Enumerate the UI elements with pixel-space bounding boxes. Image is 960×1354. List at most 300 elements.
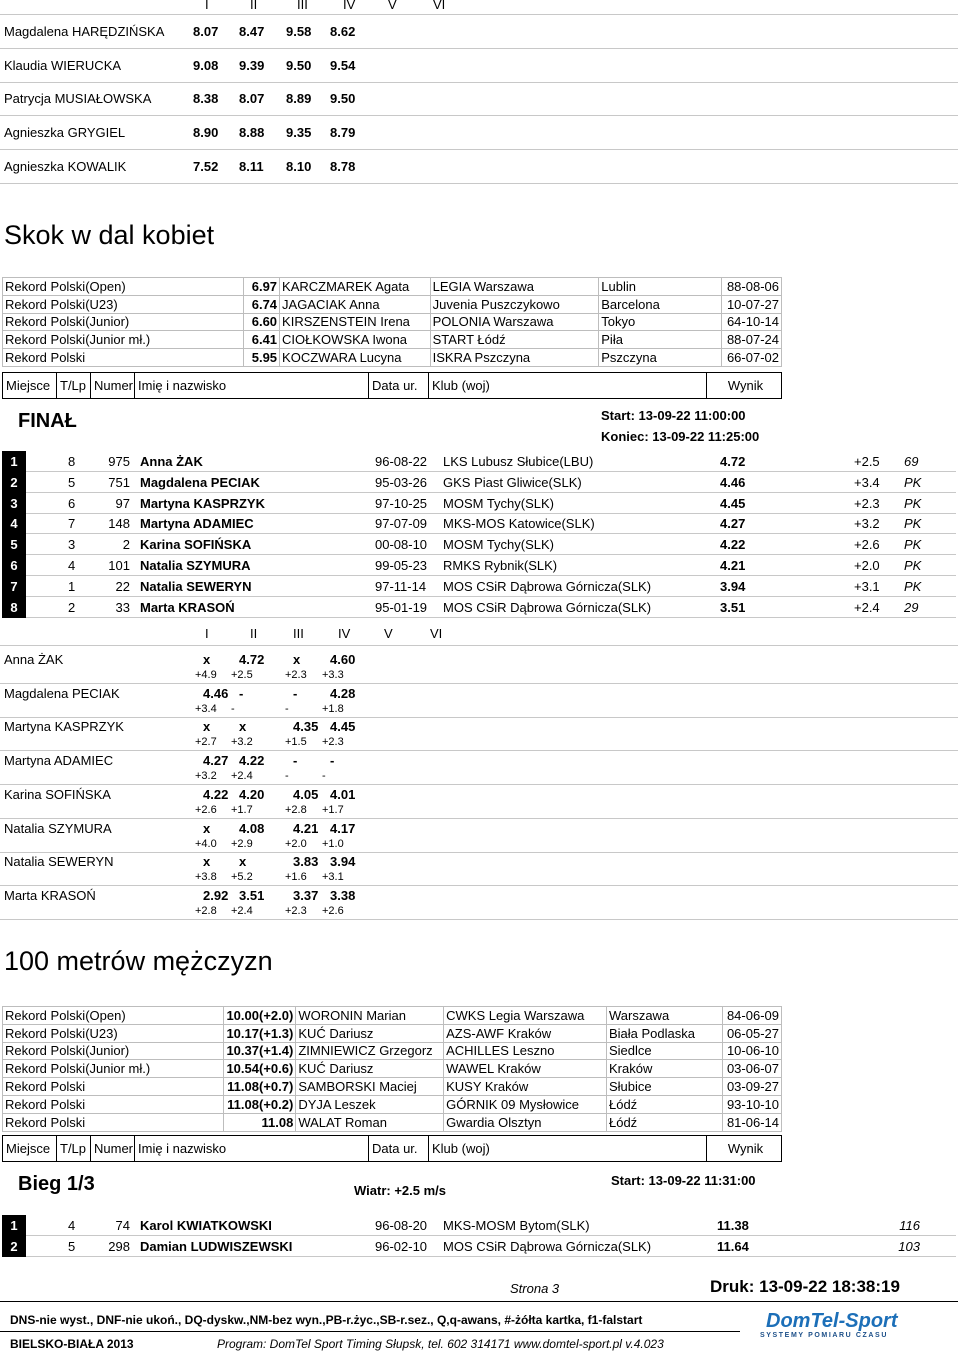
result-tlp: 5: [68, 474, 76, 490]
round-header: I: [205, 0, 209, 12]
record-date: 03-06-07: [722, 1060, 781, 1078]
location: BIELSKO-BIAŁA 2013: [10, 1337, 134, 1351]
attempt-value: 9.58: [286, 24, 312, 39]
row-divider: [0, 750, 958, 751]
row-divider: [0, 14, 958, 15]
attempt-wind: +2.7: [195, 736, 217, 749]
row-divider: [26, 617, 956, 618]
record-result: 6.74: [243, 295, 279, 313]
result-row: [2, 1236, 952, 1257]
attempt-value: 8.47: [239, 24, 265, 39]
result-club: MOS CSiR Dąbrowa Górnicza(SLK): [443, 1239, 652, 1254]
record-holder: KIRSZENSTEIN Irena: [280, 313, 431, 331]
result-tlp: 4: [68, 558, 76, 573]
result-tlp: 1: [68, 578, 76, 594]
result-name: Martyna ADAMIEC: [140, 516, 254, 532]
round-header: V: [384, 626, 393, 641]
col-imie: Imię i nazwisko: [135, 373, 369, 398]
result-mark: 3.51: [720, 599, 746, 615]
attempt-wind: +2.9: [231, 837, 253, 850]
record-row: [3, 1060, 782, 1078]
record-label: Rekord Polski(Open): [3, 278, 244, 296]
attempt-wind: +2.0: [285, 837, 307, 850]
col-klub: Klub (woj): [429, 1136, 707, 1161]
start-time: Start: 13-09-22 11:31:00: [611, 1173, 756, 1188]
record-club: ISKRA Pszczyna: [430, 349, 599, 367]
attempt-value: x: [239, 854, 247, 870]
record-result: 11.08(+0.7): [224, 1078, 296, 1096]
record-label: Rekord Polski: [3, 1113, 224, 1131]
attempt-wind: +1.0: [322, 837, 344, 850]
logo-subtext: SYSTEMY POMIARU CZASU: [760, 1332, 888, 1339]
athlete-name: Karina SOFIŃSKA: [4, 786, 111, 802]
record-club: START Łódź: [430, 331, 599, 349]
attempt-wind: +1.7: [322, 803, 344, 816]
result-place: 2: [2, 1236, 26, 1257]
row-divider: [0, 683, 958, 684]
result-mark: 4.45: [720, 495, 746, 511]
round-header: II: [250, 0, 258, 12]
attempt-value: -: [239, 685, 244, 701]
result-mark: 4.46: [720, 474, 746, 490]
result-tlp: 7: [68, 516, 76, 532]
record-club: AZS-AWF Kraków: [444, 1024, 607, 1042]
result-tlp: 5: [68, 1239, 76, 1254]
attempt-value: x: [293, 652, 301, 667]
col-data: Data ur.: [369, 1136, 429, 1161]
athlete-name: Marta KRASOŃ: [4, 887, 96, 903]
attempt-value: 8.88: [239, 125, 265, 141]
result-club: MOSM Tychy(SLK): [443, 537, 555, 553]
record-result: 10.17(+1.3): [224, 1024, 296, 1042]
attempt-value: 7.52: [193, 158, 219, 174]
attempt-value: 3.38: [330, 887, 356, 903]
result-name: Natalia SEWERYN: [140, 578, 252, 594]
record-result: 11.08: [224, 1113, 296, 1131]
attempt-value: 4.72: [239, 652, 265, 667]
record-holder: WALAT Roman: [296, 1113, 444, 1131]
result-row: [2, 472, 952, 493]
result-dob: 97-10-25: [375, 495, 428, 511]
result-dob: 96-08-22: [375, 454, 428, 469]
row-divider: [0, 852, 958, 853]
result-tlp: 3: [68, 537, 76, 553]
attempt-wind: -: [231, 702, 235, 715]
row-divider: [0, 818, 958, 819]
result-row: [2, 451, 952, 472]
attempt-value: 8.79: [330, 125, 356, 141]
attempt-value: 9.08: [193, 57, 219, 73]
record-result: 6.97: [243, 278, 279, 296]
record-place: Łódź: [606, 1113, 722, 1131]
record-row: [3, 1095, 782, 1113]
stage-label: FINAŁ: [18, 410, 77, 432]
attempt-value: 4.05: [293, 786, 319, 802]
record-label: Rekord Polski(Junior): [3, 1042, 224, 1060]
result-row: [2, 513, 952, 534]
result-name: Martyna KASPRZYK: [140, 495, 265, 511]
record-result: 10.37(+1.4): [224, 1042, 296, 1060]
attempt-wind: -: [285, 702, 289, 715]
record-label: Rekord Polski(Open): [3, 1007, 224, 1025]
row-divider: [26, 1256, 956, 1257]
row-divider: [0, 919, 958, 920]
results-header: [2, 372, 782, 399]
result-dob: 99-05-23: [375, 558, 428, 573]
result-wind: +2.5: [854, 454, 880, 469]
col-imie: Imię i nazwisko: [135, 1136, 369, 1161]
long-jump-records: [2, 277, 782, 367]
footer-divider: [0, 1301, 958, 1302]
result-number: 298: [108, 1239, 130, 1254]
attempt-value: 9.39: [239, 57, 265, 73]
result-wind: +3.2: [854, 516, 880, 532]
record-club: ACHILLES Leszno: [444, 1042, 607, 1060]
round-header: IV: [338, 626, 351, 641]
record-date: 10-07-27: [721, 295, 781, 313]
record-date: 66-07-02: [721, 349, 781, 367]
col-tlp: T/Lp: [57, 373, 91, 398]
round-header: VI: [433, 0, 446, 12]
result-row: [2, 597, 952, 618]
record-club: CWKS Legia Warszawa: [444, 1007, 607, 1025]
result-place: 1: [2, 1215, 26, 1236]
result-wind: +3.1: [854, 578, 880, 594]
result-place: 7: [2, 576, 26, 597]
record-date: 84-06-09: [722, 1007, 781, 1025]
result-name: Karol KWIATKOWSKI: [140, 1218, 272, 1233]
record-row: [3, 278, 782, 296]
result-wind: +2.3: [854, 495, 880, 511]
program-info: Program: DomTel Sport Timing Słupsk, tel. 602 314171 www.domtel-sport.pl v.4.023: [217, 1337, 664, 1351]
record-date: 06-05-27: [722, 1024, 781, 1042]
attempt-wind: +2.5: [231, 669, 253, 681]
athlete-name: Natalia SEWERYN: [4, 854, 114, 870]
record-place: Słubice: [606, 1078, 722, 1096]
attempt-value: 9.54: [330, 57, 356, 73]
result-mark: 4.72: [720, 454, 746, 469]
athlete-name: Anna ŻAK: [4, 652, 64, 667]
attempt-value: 4.08: [239, 820, 265, 836]
record-row: [3, 1042, 782, 1060]
result-note: 116: [899, 1218, 920, 1233]
result-wind: +3.4: [854, 474, 880, 490]
attempt-value: -: [293, 753, 298, 769]
attempt-value: -: [330, 753, 335, 769]
attempt-value: 9.50: [286, 57, 312, 73]
result-number: 33: [115, 599, 130, 615]
row-divider: [0, 885, 958, 886]
record-label: Rekord Polski(Junior mł.): [3, 1060, 224, 1078]
attempt-wind: +4.0: [195, 837, 217, 850]
record-holder: KARCZMAREK Agata: [280, 278, 431, 296]
record-holder: ZIMNIEWICZ Grzegorz: [296, 1042, 444, 1060]
attempt-value: 3.37: [293, 887, 319, 903]
record-row: [3, 1024, 782, 1042]
record-date: 88-08-06: [721, 278, 781, 296]
record-place: Pszczyna: [599, 349, 721, 367]
record-row: [3, 1113, 782, 1131]
attempt-value: 4.27: [203, 753, 229, 769]
record-place: Barcelona: [599, 295, 721, 313]
result-note: PK: [904, 537, 922, 553]
result-dob: 97-07-09: [375, 516, 428, 532]
record-place: Kraków: [606, 1060, 722, 1078]
result-name: Natalia SZYMURA: [140, 558, 251, 573]
attempt-value: x: [203, 854, 211, 870]
row-divider: [0, 48, 958, 49]
result-dob: 97-11-14: [375, 578, 427, 594]
round-header: V: [388, 0, 397, 12]
result-club: MOS CSiR Dąbrowa Górnicza(SLK): [443, 599, 652, 615]
round-header: IV: [343, 0, 356, 12]
record-place: Tokyo: [599, 313, 721, 331]
col-data: Data ur.: [369, 373, 429, 398]
attempt-wind: +2.3: [322, 736, 344, 749]
col-klub: Klub (woj): [429, 373, 707, 398]
section-title: Skok w dal kobiet: [4, 220, 215, 250]
record-place: Warszawa: [606, 1007, 722, 1025]
attempt-value: 8.38: [193, 91, 219, 107]
result-mark: 11.64: [717, 1239, 749, 1254]
start-time: Start: 13-09-22 11:00:00: [601, 408, 746, 423]
attempt-value: 8.90: [193, 125, 219, 141]
row-divider: [0, 183, 958, 184]
record-label: Rekord Polski(U23): [3, 295, 244, 313]
athlete-name: Magdalena HARĘDZIŃSKA: [4, 24, 165, 39]
attempt-wind: +4.9: [195, 669, 217, 681]
round-header: III: [293, 626, 304, 641]
attempt-value: 4.20: [239, 786, 265, 802]
result-number: 101: [108, 558, 130, 573]
record-place: Siedlce: [606, 1042, 722, 1060]
athlete-name: Natalia SZYMURA: [4, 820, 112, 836]
record-holder: KUĆ Dariusz: [296, 1024, 444, 1042]
result-wind: +2.0: [854, 558, 880, 573]
result-row: [2, 1215, 952, 1236]
result-name: Marta KRASOŃ: [140, 599, 235, 615]
attempt-wind: +2.6: [322, 904, 344, 917]
record-label: Rekord Polski(U23): [3, 1024, 224, 1042]
attempt-wind: -: [322, 770, 326, 783]
attempt-wind: +2.3: [285, 669, 307, 681]
result-name: Damian LUDWISZEWSKI: [140, 1239, 293, 1254]
result-club: MKS-MOSM Bytom(SLK): [443, 1218, 590, 1233]
record-date: 10-06-10: [722, 1042, 781, 1060]
attempt-value: 8.62: [330, 24, 356, 39]
col-numer: Numer: [91, 373, 135, 398]
athlete-name: Patrycja MUSIAŁOWSKA: [4, 91, 152, 107]
result-wind: +2.4: [854, 599, 880, 615]
attempt-value: 4.28: [330, 685, 356, 701]
row-divider: [0, 115, 958, 116]
attempt-wind: +2.8: [285, 803, 307, 816]
record-label: Rekord Polski: [3, 1078, 224, 1096]
record-label: Rekord Polski(Junior mł.): [3, 331, 244, 349]
record-row: [3, 295, 782, 313]
attempt-value: 4.60: [330, 652, 356, 667]
record-result: 6.41: [243, 331, 279, 349]
record-holder: DYJA Leszek: [296, 1095, 444, 1113]
result-mark: 4.22: [720, 537, 746, 553]
result-place: 6: [2, 555, 26, 576]
attempt-value: 4.46: [203, 685, 229, 701]
attempt-wind: +2.3: [285, 904, 307, 917]
athlete-name: Klaudia WIERUCKA: [4, 57, 122, 73]
domtel-logo: [758, 1310, 908, 1342]
row-divider: [0, 784, 958, 785]
result-dob: 95-01-19: [375, 599, 428, 615]
record-holder: JAGACIAK Anna: [280, 295, 431, 313]
attempt-value: 4.21: [293, 820, 319, 836]
footer-divider: [0, 1331, 740, 1332]
record-label: Rekord Polski(Junior): [3, 313, 244, 331]
attempt-wind: +3.3: [322, 669, 344, 681]
row-divider: [0, 149, 958, 150]
record-place: Łódź: [606, 1095, 722, 1113]
attempt-wind: +1.7: [231, 803, 253, 816]
result-note: 103: [898, 1239, 920, 1254]
result-wind: +2.6: [854, 537, 880, 553]
attempt-wind: +3.8: [195, 871, 217, 884]
attempt-value: 2.92: [203, 887, 229, 903]
result-note: PK: [904, 558, 922, 573]
page-number: Strona 3: [510, 1281, 560, 1296]
record-row: [3, 313, 782, 331]
result-dob: 00-08-10: [375, 537, 428, 553]
record-holder: CIOŁKOWSKA Iwona: [280, 331, 431, 349]
result-number: 751: [108, 474, 130, 490]
result-row: [2, 555, 952, 576]
result-name: Anna ŻAK: [140, 454, 203, 469]
result-row: [2, 576, 952, 597]
attempt-wind: +3.4: [195, 702, 217, 715]
result-place: 4: [2, 513, 26, 534]
attempt-value: x: [203, 820, 211, 836]
athlete-name: Magdalena PECIAK: [4, 685, 120, 701]
record-club: WAWEL Kraków: [444, 1060, 607, 1078]
attempt-value: 3.83: [293, 854, 319, 870]
result-club: GKS Piast Gliwice(SLK): [443, 474, 582, 490]
record-club: KUSY Kraków: [444, 1078, 607, 1096]
result-club: MOS CSiR Dąbrowa Górnicza(SLK): [443, 578, 652, 594]
result-place: 8: [2, 597, 26, 618]
attempt-wind: +1.6: [285, 871, 307, 884]
col-miejsce: Miejsce: [3, 1136, 57, 1161]
record-row: [3, 1007, 782, 1025]
end-time: Koniec: 13-09-22 11:25:00: [601, 429, 760, 444]
attempt-wind: +3.1: [322, 871, 344, 884]
result-row: [2, 534, 952, 555]
attempt-value: -: [293, 685, 298, 701]
attempt-value: 4.22: [203, 786, 229, 802]
attempt-value: 8.11: [239, 158, 264, 174]
attempt-wind: +1.8: [322, 702, 344, 715]
result-number: 97: [115, 495, 130, 511]
attempt-value: 3.94: [330, 854, 356, 870]
result-place: 3: [2, 493, 26, 514]
attempt-value: 8.10: [286, 158, 312, 174]
record-date: 64-10-14: [721, 313, 781, 331]
record-holder: KOCZWARA Lucyna: [280, 349, 431, 367]
attempt-value: x: [239, 719, 247, 735]
result-number: 74: [115, 1218, 130, 1233]
record-date: 03-09-27: [722, 1078, 781, 1096]
record-result: 10.54(+0.6): [224, 1060, 296, 1078]
result-club: RMKS Rybnik(SLK): [443, 558, 558, 573]
attempt-value: 8.07: [239, 91, 265, 107]
round-header: II: [250, 626, 258, 641]
col-numer: Numer: [91, 1136, 135, 1161]
result-club: MOSM Tychy(SLK): [443, 495, 555, 511]
record-row: [3, 1078, 782, 1096]
result-number: 22: [115, 578, 130, 594]
record-place: Lublin: [599, 278, 721, 296]
attempt-value: 4.45: [330, 719, 356, 735]
athlete-name: Agnieszka KOWALIK: [4, 158, 127, 174]
record-result: 11.08(+0.2): [224, 1095, 296, 1113]
attempt-value: 8.07: [193, 24, 219, 39]
round-header: VI: [430, 626, 443, 641]
result-note: PK: [904, 578, 922, 594]
row-divider: [0, 645, 958, 646]
attempt-wind: +3.2: [231, 736, 253, 749]
col-wynik: Wynik: [727, 1141, 764, 1156]
men-100-records: [2, 1006, 782, 1132]
result-mark: 3.94: [720, 578, 746, 594]
section-title: 100 metrów mężczyzn: [4, 946, 273, 976]
result-number: 975: [108, 454, 130, 469]
col-miejsce: Miejsce: [3, 373, 57, 398]
record-club: Gwardia Olsztyn: [444, 1113, 607, 1131]
record-holder: KUĆ Dariusz: [296, 1060, 444, 1078]
result-name: Magdalena PECIAK: [140, 474, 260, 490]
record-date: 93-10-10: [722, 1095, 781, 1113]
athlete-name: Martyna ADAMIEC: [4, 753, 114, 769]
result-club: MKS-MOS Katowice(SLK): [443, 516, 595, 532]
result-tlp: 4: [68, 1218, 76, 1233]
record-holder: SAMBORSKI Maciej: [296, 1078, 444, 1096]
attempt-wind: +2.4: [231, 770, 253, 783]
result-place: 2: [2, 472, 26, 493]
wind-label: Wiatr: +2.5 m/s: [354, 1183, 447, 1198]
logo-text: DomTel-Sport: [766, 1310, 898, 1332]
attempt-value: 4.35: [293, 719, 319, 735]
attempt-wind: +2.6: [195, 803, 217, 816]
print-time: Druk: 13-09-22 18:38:19: [710, 1277, 900, 1296]
athlete-name: Martyna KASPRZYK: [4, 719, 124, 735]
record-label: Rekord Polski: [3, 1095, 224, 1113]
result-number: 2: [122, 537, 130, 553]
record-result: 6.60: [243, 313, 279, 331]
record-row: [3, 331, 782, 349]
attempt-wind: +5.2: [231, 871, 253, 884]
round-header: I: [205, 626, 209, 641]
result-club: LKS Lubusz Słubice(LBU): [443, 454, 594, 469]
row-divider: [0, 717, 958, 718]
record-date: 81-06-14: [722, 1113, 781, 1131]
result-row: [2, 493, 952, 514]
result-note: 29: [904, 599, 919, 615]
attempt-value: 9.35: [286, 125, 312, 141]
col-tlp: T/Lp: [57, 1136, 91, 1161]
attempt-value: 4.01: [330, 786, 356, 802]
result-number: 148: [108, 516, 130, 532]
attempt-value: x: [203, 652, 211, 667]
attempt-value: 8.89: [286, 91, 312, 107]
attempt-wind: +1.5: [285, 736, 307, 749]
results-header: [2, 1135, 782, 1162]
